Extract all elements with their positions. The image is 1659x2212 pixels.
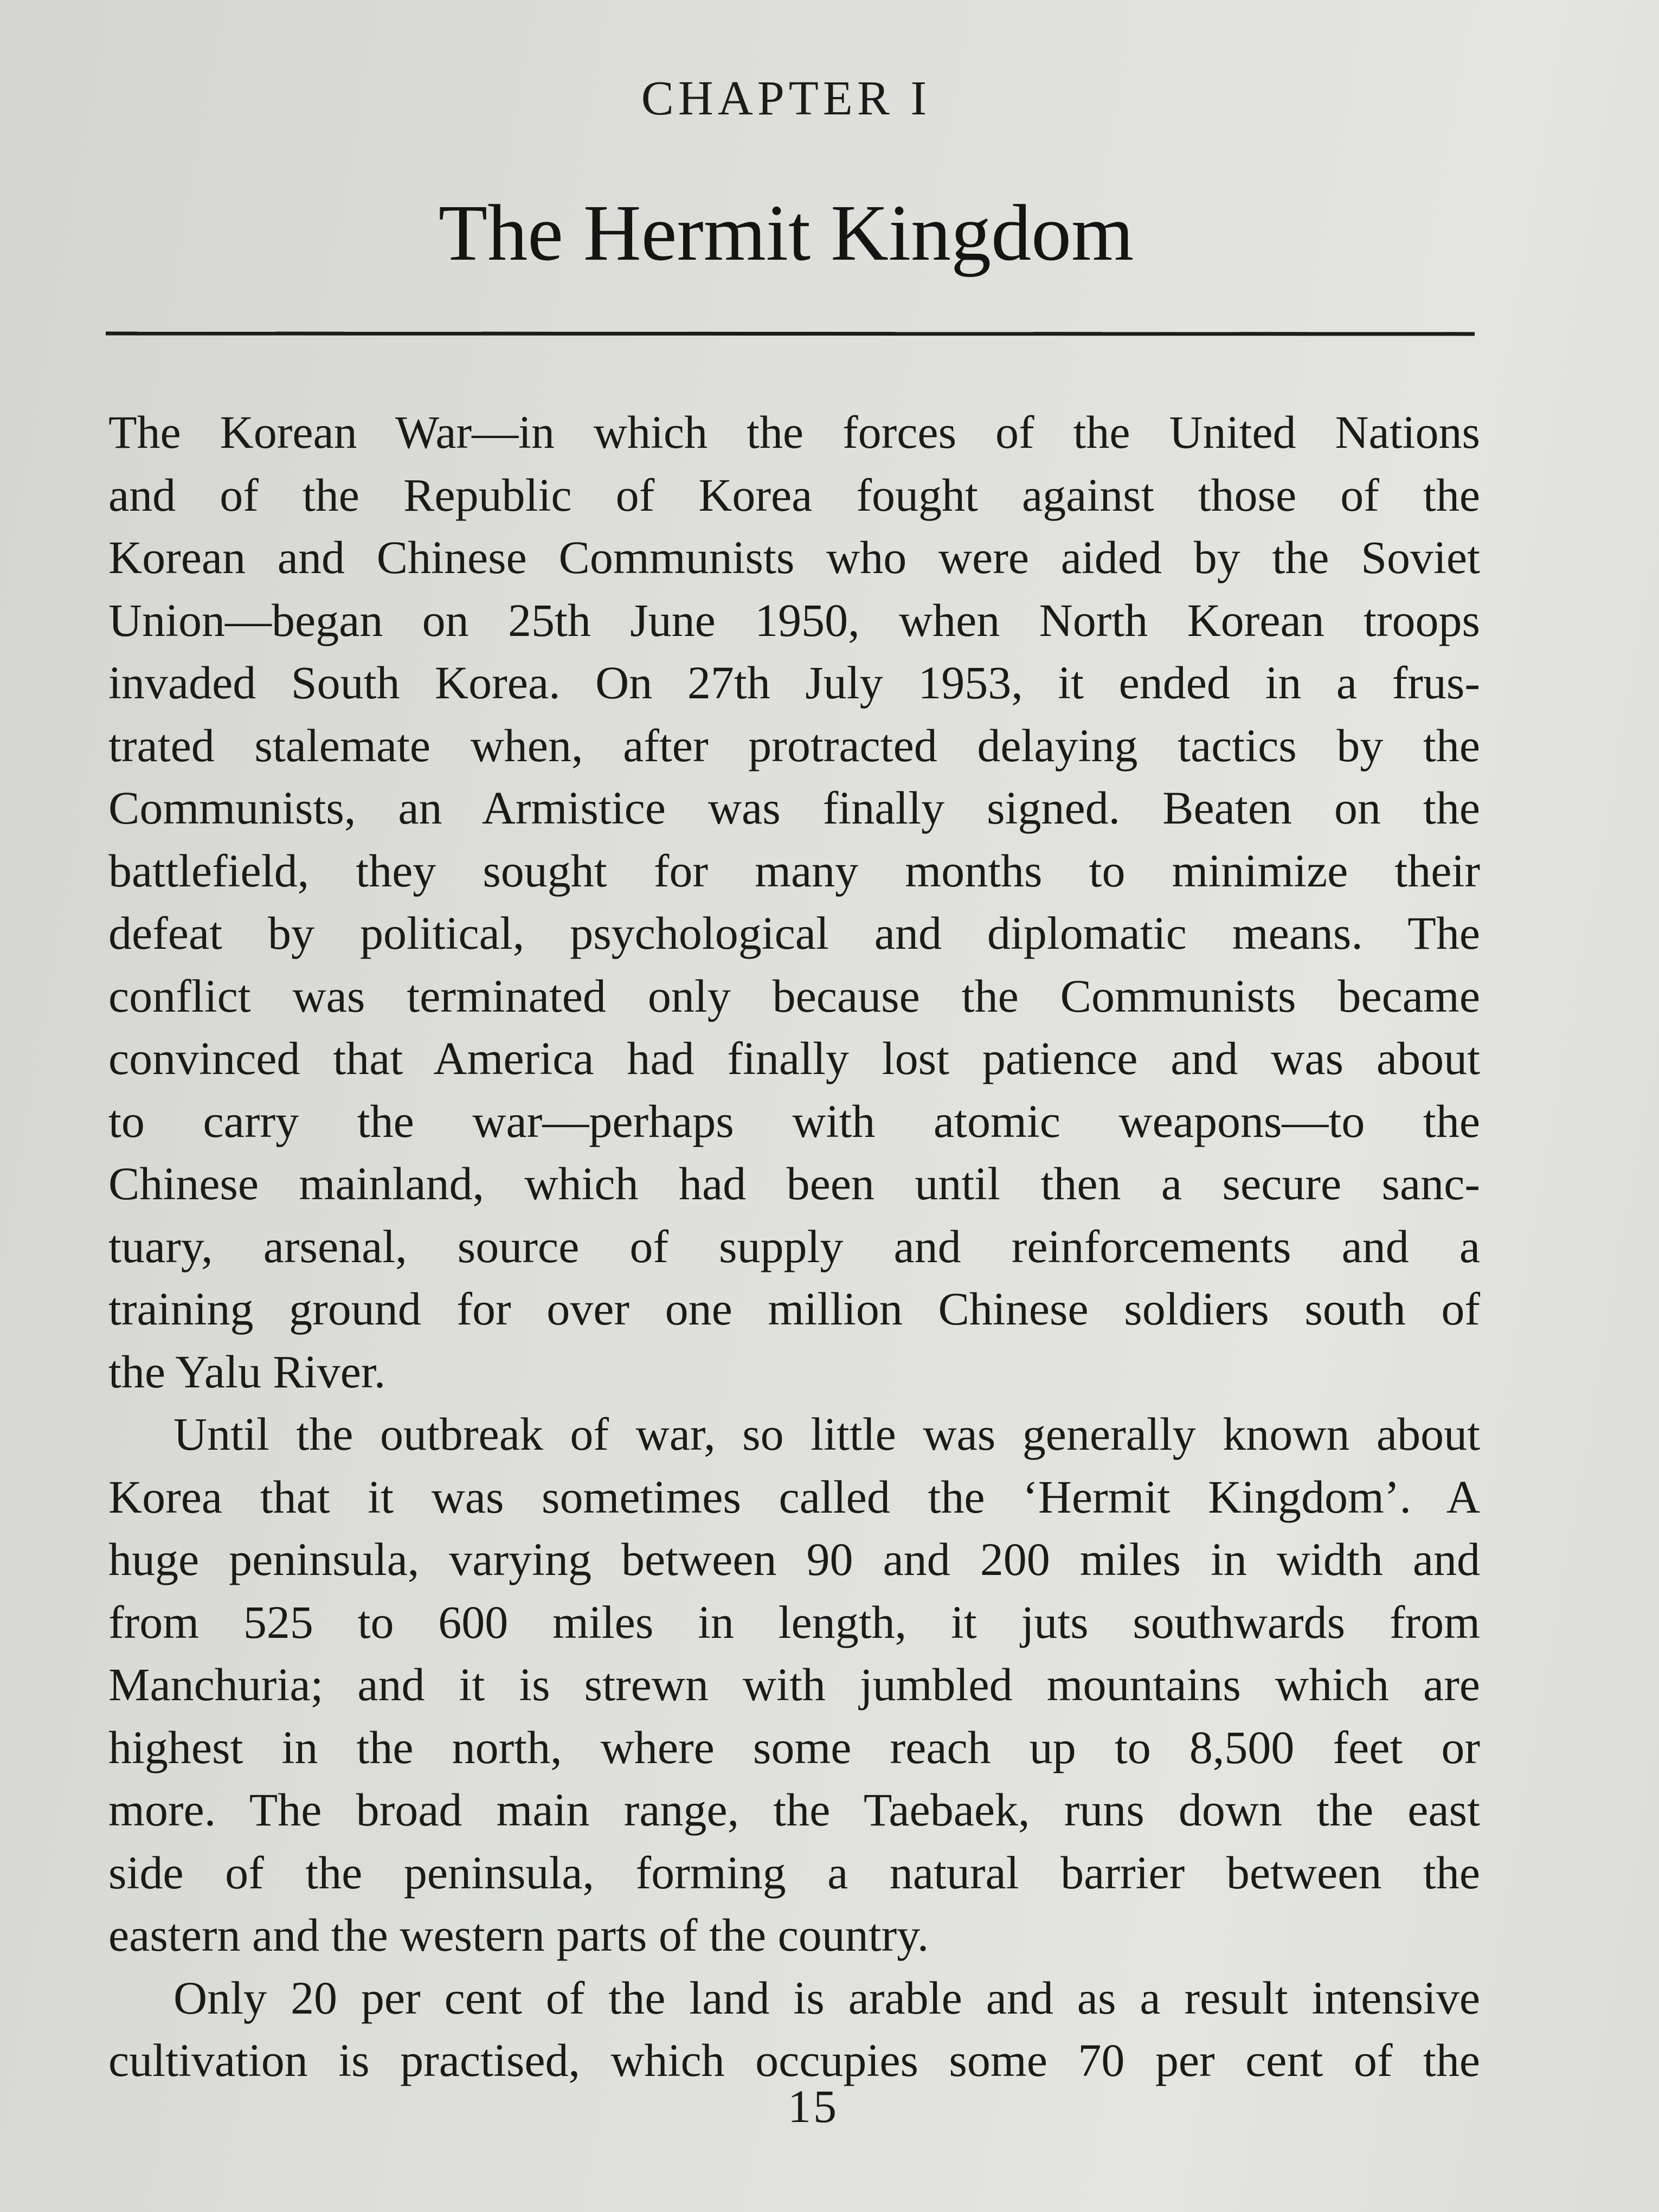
paragraph-1 [108, 401, 1480, 1403]
text-line: training ground for over one million Chinese soldiers south of [108, 1283, 1480, 1335]
text-line: Union—began on 25th June 1950, when North Korean troops [108, 594, 1480, 646]
text-line: eastern and the western parts of the country. [108, 1909, 929, 1961]
text-line: side of the peninsula, forming a natural barrier between the [108, 1846, 1480, 1899]
text-line: convinced that America had finally lost patience and was about [108, 1032, 1480, 1084]
text-line: The Korean War—in which the forces of the United Nations [108, 406, 1480, 458]
text-line: highest in the north, where some reach up to 8,500 feet or [108, 1721, 1480, 1773]
text-line: battlefield, they sought for many months to minimize their [108, 844, 1480, 897]
title-rule [106, 332, 1475, 336]
text-line: more. The broad main range, the Taebaek, runs down the east [108, 1784, 1480, 1836]
text-line: Communists, an Armistice was finally signed. Beaten on the [108, 782, 1480, 834]
text-line: conflict was terminated only because the Communists became [108, 969, 1480, 1022]
text-line: huge peninsula, varying between 90 and 200 miles in width and [108, 1533, 1480, 1585]
page-number: 15 [788, 2080, 839, 2132]
paragraph-2 [108, 1403, 1480, 1967]
text-line: and of the Republic of Korea fought against those of the [108, 468, 1480, 521]
text-line: from 525 to 600 miles in length, it juts southwards from [108, 1596, 1480, 1648]
text-line: Manchuria; and it is strewn with jumbled mountains which are [108, 1658, 1480, 1711]
text-line: the Yalu River. [108, 1345, 386, 1398]
text-line: Until the outbreak of war, so little was generally known about [173, 1408, 1480, 1460]
paragraph-3 [108, 1967, 1480, 2092]
body-text [108, 401, 1480, 2092]
text-line: tuary, arsenal, source of supply and reinforcements and a [108, 1220, 1480, 1272]
text-line: defeat by political, psychological and diplomatic means. The [108, 907, 1480, 959]
text-line: Only 20 per cent of the land is arable and as a result intensive [173, 1971, 1480, 2024]
text-line: trated stalemate when, after protracted delaying tactics by the [108, 719, 1480, 771]
text-line: invaded South Korea. On 27th July 1953, it ended in a frus- [108, 657, 1480, 709]
text-line: Korea that it was sometimes called the ‘Hermit Kingdom’. A [108, 1470, 1480, 1523]
text-line: Chinese mainland, which had been until then a secure sanc- [108, 1158, 1480, 1210]
text-line: Korean and Chinese Communists who were aided by the Soviet [108, 531, 1480, 583]
chapter-title: The Hermit Kingdom [438, 189, 1134, 278]
text-line: to carry the war—perhaps with atomic weapons—to the [108, 1095, 1480, 1147]
chapter-label: CHAPTER I [641, 72, 931, 125]
text-line: cultivation is practised, which occupies some 70 per cent of the [108, 2034, 1480, 2086]
